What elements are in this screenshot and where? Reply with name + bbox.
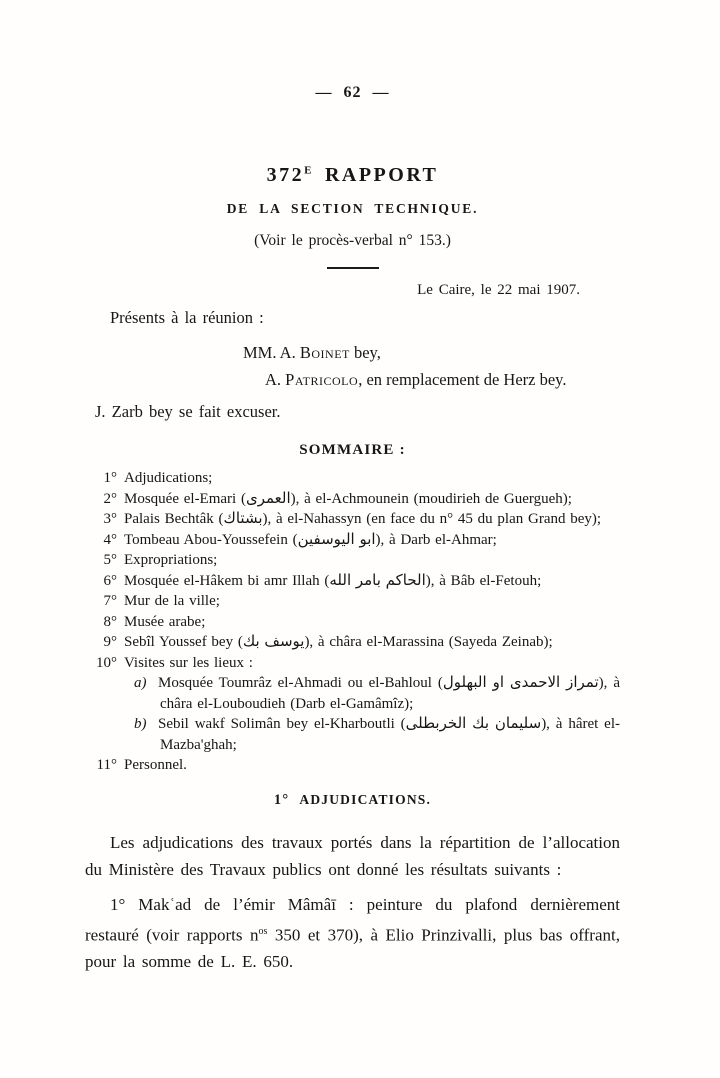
report-reference: (Voir le procès-verbal n° 153.) bbox=[254, 232, 451, 249]
attendee-prefix: A. bbox=[265, 370, 286, 389]
list-item bbox=[85, 530, 620, 551]
item-number: 5° bbox=[103, 552, 117, 568]
item-text: Mosquée el-Hâkem bi amr Illah (الحاكم بامر الله), à Bâb el-Fetouh; bbox=[124, 572, 542, 589]
attendee-name: Boinet bbox=[299, 343, 350, 362]
item-text: Personnel. bbox=[124, 757, 187, 773]
subitem-text: Mosquée Toumrâz el-Ahmadi ou el-Bahloul (تمراز الاحمدى او البهلول), à châra el-Louboudieh (Darb el-Gamâmîz); bbox=[158, 675, 620, 712]
body-paragraph bbox=[85, 891, 620, 976]
list-item bbox=[85, 653, 620, 674]
item-number: 3° bbox=[103, 511, 117, 527]
presents-label: Présents à la réunion : bbox=[110, 308, 264, 327]
item-number: 7° bbox=[103, 593, 117, 609]
item-number: 6° bbox=[103, 572, 117, 589]
item-number: 9° bbox=[103, 634, 117, 650]
item-number: 11° bbox=[96, 757, 117, 773]
item-number: 8° bbox=[103, 613, 117, 630]
paragraph-superscript: os bbox=[258, 925, 268, 937]
list-item bbox=[85, 632, 620, 653]
attendee-suffix: bey, bbox=[349, 343, 381, 362]
page-number: — 62 — bbox=[315, 84, 390, 101]
item-text: Musée arabe; bbox=[124, 613, 206, 630]
item-text: Mur de la ville; bbox=[124, 593, 220, 609]
attendee-line bbox=[85, 370, 620, 390]
list-item bbox=[85, 591, 620, 612]
section-heading-text: ADJUDICATIONS. bbox=[299, 791, 432, 807]
report-title-number: 372 bbox=[266, 164, 305, 186]
sommaire-list bbox=[85, 468, 620, 776]
subitem-text: Sebil wakf Solimân bey el-Kharboutli (سليمان بك الخربطلى), à hâret el-Mazba'ghah; bbox=[158, 716, 621, 753]
body-paragraph: Les adjudications des travaux portés dans la répartition de l’allocation du Ministère des Travaux publics ont donné les résultats suivants : bbox=[85, 832, 620, 879]
item-text: Mosquée el-Emari (العمرى), à el-Achmounein (moudirieh de Guergueh); bbox=[124, 490, 572, 507]
paragraph-text: 350 et 370), à Elio Prinzivalli, plus bas offrant, pour la somme de L. E. 650. bbox=[85, 925, 620, 972]
item-text: Adjudications; bbox=[124, 470, 213, 486]
sommaire-heading: SOMMAIRE : bbox=[299, 442, 406, 458]
subitem-letter: a) bbox=[134, 675, 147, 691]
report-title bbox=[85, 164, 620, 187]
separator-rule bbox=[327, 267, 379, 269]
section-heading bbox=[85, 792, 620, 809]
item-text: Sebîl Youssef bey (يوسف بك), à châra el-Marassina (Sayeda Zeinab); bbox=[124, 634, 553, 650]
item-number: 4° bbox=[103, 531, 117, 548]
dateline: Le Caire, le 22 mai 1907. bbox=[417, 282, 580, 298]
item-number: 2° bbox=[103, 490, 117, 507]
list-item bbox=[85, 550, 620, 571]
list-item bbox=[85, 489, 620, 510]
list-item bbox=[85, 755, 620, 776]
report-title-word: RAPPORT bbox=[324, 164, 439, 186]
list-subitem bbox=[85, 714, 620, 755]
report-subtitle: DE LA SECTION TECHNIQUE. bbox=[226, 201, 479, 216]
item-number: 1° bbox=[103, 470, 117, 486]
attendee-prefix: MM. A. bbox=[243, 343, 300, 362]
item-text: Palais Bechtâk (بشتاك), à el-Nahassyn (en face du n° 45 du plan Grand bey); bbox=[124, 511, 602, 527]
list-item bbox=[85, 468, 620, 489]
attendee-name: Patricolo bbox=[285, 370, 359, 389]
item-text: Visites sur les lieux : bbox=[124, 654, 253, 671]
section-heading-number: 1° bbox=[273, 791, 290, 808]
item-number: 10° bbox=[96, 654, 117, 671]
list-item bbox=[85, 509, 620, 530]
item-text: Tombeau Abou-Youssefein (ابو اليوسفين), à Darb el-Ahmar; bbox=[124, 531, 497, 548]
report-title-ordinal: E bbox=[304, 164, 312, 177]
list-item bbox=[85, 571, 620, 592]
list-subitem bbox=[85, 673, 620, 714]
subitem-letter: b) bbox=[134, 716, 147, 732]
attendee-line bbox=[85, 343, 620, 363]
item-text: Expropriations; bbox=[124, 552, 218, 568]
list-item bbox=[85, 612, 620, 633]
paragraph-text: 1° Makʿad de l’émir Mâmâī : peinture du plafond dernièrement restauré (voir rapports n bbox=[85, 894, 620, 945]
attendee-suffix: , en remplacement de Herz bey. bbox=[358, 370, 567, 389]
excused-note: J. Zarb bey se fait excuser. bbox=[95, 402, 281, 421]
